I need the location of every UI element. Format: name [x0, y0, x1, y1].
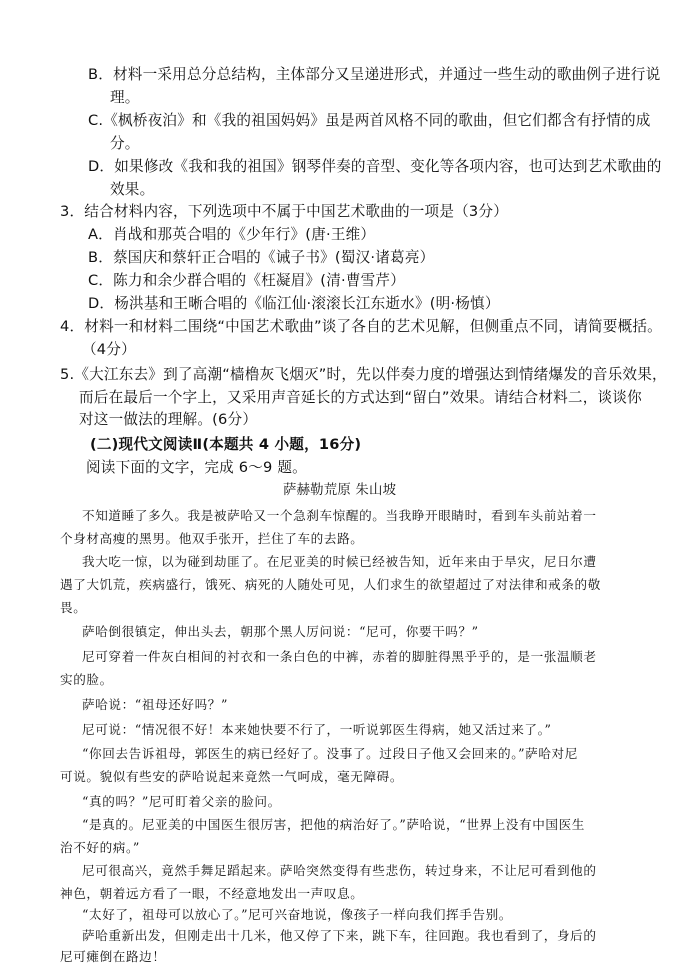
- question-5-line-3: 对这一做法的理解。(6分）: [79, 411, 258, 429]
- passage-line: 神色，朝着远方看了一眼，不经意地发出一声叹息。: [60, 885, 364, 901]
- passage-line: 个身材高瘦的黑男。他双手张开，拦住了车的去路。: [60, 530, 364, 546]
- question-5-line-1: 5.《大江东去》到了高潮“樯橹灰飞烟灭”时，先以伴奏力度的增强达到情绪爆发的音乐效果，: [60, 365, 667, 383]
- option-2c-line-2: 分。: [110, 134, 140, 152]
- passage-line: “是真的。尼亚美的中国医生很厉害，把他的病治好了。”萨哈说，“世界上没有中国医生: [82, 817, 585, 833]
- option-2b-line-2: 理。: [110, 88, 140, 106]
- passage-line: 我大吃一惊，以为碰到劫匪了。在尼亚美的时候已经被告知，近年来由于旱灾，尼日尔遭: [82, 553, 597, 569]
- passage-line: 治不好的病。”: [60, 840, 140, 856]
- passage-line: 萨哈重新出发，但刚走出十几米，他又停了下来，跳下车，往回跑。我也看到了，身后的: [82, 927, 597, 943]
- passage-line: 尼可说：“情况很不好！本来她快要不行了，一听说郭医生得病，她又活过来了。”: [82, 721, 552, 737]
- option-2d-line-2: 效果。: [110, 180, 155, 198]
- passage-line: 尼可穿着一件灰白相间的衬衣和一条白色的中裤，赤着的脚脏得黑乎乎的，是一张温顺老: [82, 649, 597, 665]
- option-3b: B．蔡国庆和蔡轩正合唱的《诫子书》(蜀汉·诸葛亮）: [88, 249, 435, 267]
- option-3c: C．陈力和余少群合唱的《枉凝眉》(清·曹雪芹）: [88, 272, 405, 290]
- question-4-line-1: 4．材料一和材料二围绕“中国艺术歌曲”谈了各自的艺术见解，但侧重点不同，请简要概括。: [60, 317, 662, 335]
- passage-line: “你回去告诉祖母，郭医生的病已经好了。没事了。过段日子他又会回来的。”萨哈对尼: [82, 746, 578, 762]
- passage-line: 遇了大饥荒，疾病盛行，饿死、病死的人随处可见，人们求生的欲望超过了对法律和戒条的敬: [60, 576, 601, 592]
- passage-line: “真的吗？”尼可盯着父亲的脸问。: [82, 794, 281, 810]
- passage-line: 萨哈说：“祖母还好吗？”: [82, 696, 229, 712]
- option-2b-line-1: B．材料一采用总分总结构，主体部分又呈递进形式，并通过一些生动的歌曲例子进行说: [88, 66, 661, 83]
- passage-line: “太好了，祖母可以放心了。”尼可兴奋地说，像孩子一样向我们挥手告别。: [82, 906, 512, 922]
- section-heading: (二)现代文阅读Ⅱ(本题共 4 小题，16分): [90, 436, 362, 454]
- option-3d: D．杨洪基和王晰合唱的《临江仙·滚滚长江东逝水》(明·杨慎）: [88, 295, 500, 313]
- question-4-line-2: （4分）: [82, 340, 136, 358]
- option-3a: A．肖战和那英合唱的《少年行》(唐·王维）: [88, 226, 376, 244]
- question-5-line-2: 而后在最后一个字上，又采用声音延长的方式达到“留白”效果。请结合材料二，谈谈你: [79, 388, 642, 406]
- option-2c-line-1: C.《枫桥夜泊》和《我的祖国妈妈》虽是两首风格不同的歌曲，但它们都含有抒情的成: [88, 111, 651, 129]
- passage-line: 尼可瘫倒在路边！: [60, 948, 166, 964]
- passage-line: 实的脸。: [60, 672, 113, 688]
- question-3-stem: 3．结合材料内容，下列选项中不属于中国艺术歌曲的一项是（3分）: [60, 203, 508, 221]
- passage-line: 萨哈倒很镇定，伸出头去，朝那个黑人厉问说：“尼可，你要干吗？”: [82, 624, 479, 640]
- passage-line: 畏。: [60, 599, 87, 615]
- section-instruction: 阅读下面的文字，完成 6～9 题。: [86, 459, 307, 477]
- passage-line: 可说。貌似有些安的萨哈说起来竟然一气呵成，毫无障碍。: [60, 769, 404, 785]
- passage-line: 不知道睡了多久。我是被萨哈又一个急刹车惊醒的。当我睁开眼睛时，看到车头前站着一: [82, 507, 597, 523]
- option-2d-line-1: D．如果修改《我和我的祖国》钢琴伴奏的音型、变化等各项内容，也可达到艺术歌曲的: [88, 157, 662, 175]
- passage-title: 萨赫勒荒原 朱山坡: [283, 483, 397, 499]
- passage-line: 尼可很高兴，竟然手舞足蹈起来。萨哈突然变得有些悲伤，转过身来，不让尼可看到他的: [82, 862, 597, 878]
